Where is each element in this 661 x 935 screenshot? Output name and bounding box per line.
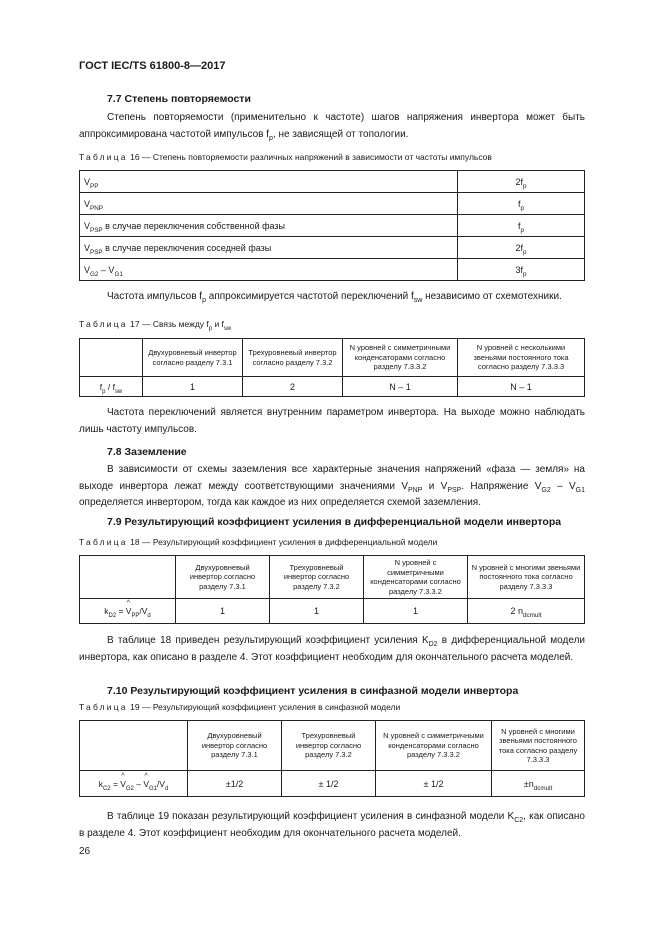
text-run: и V xyxy=(422,480,448,492)
subscript: G2 xyxy=(541,486,551,494)
subscript: G1 xyxy=(114,270,123,278)
table-row xyxy=(80,193,585,215)
table-18 xyxy=(79,555,585,624)
table-corner-cell xyxy=(80,556,176,599)
subscript: PSP xyxy=(90,248,103,256)
text-run: в дифференциальной модели инвертора, как описано в разделе 4. Этот коэффициент необходим для окончательного расчета моделей. xyxy=(79,635,585,663)
text-run: = xyxy=(110,778,121,789)
table-cell: ± 1/2 xyxy=(282,771,376,797)
table-row-label xyxy=(80,599,176,624)
subscript: p xyxy=(520,204,525,212)
subscript: G1 xyxy=(575,486,585,494)
table-row xyxy=(80,215,585,237)
text-run: в случае переключения собственной фазы xyxy=(102,220,286,231)
text-run: , как описано в разделе 4. Этот коэффициент необходим для окончательного расчета моделей. xyxy=(79,811,585,839)
table-cell: 2 xyxy=(243,377,343,397)
table-header-cell: N уровней с симметричными конденсаторами согласно разделу 7.3.3.2 xyxy=(364,556,468,599)
text-run: /V xyxy=(139,606,148,616)
caption-number: 19 xyxy=(130,702,140,712)
table-row xyxy=(80,259,585,281)
text-run: / f xyxy=(105,381,115,392)
text-run: 2f xyxy=(515,176,523,187)
table-header-row xyxy=(80,339,585,377)
table-header-cell: Двухуровневый инвертор согласно разделу 7.3.1 xyxy=(176,556,270,599)
caption-word: Таблица xyxy=(79,537,128,547)
subscript: C2 xyxy=(102,785,111,792)
text-run: В таблице 18 приведен результирующий коэффициент усиления K xyxy=(107,635,429,646)
subscript: p xyxy=(269,134,273,142)
table-17-caption xyxy=(79,319,232,332)
table-cell: 1 xyxy=(176,599,270,624)
table-row xyxy=(80,237,585,259)
table-row-label xyxy=(80,377,143,397)
table-row xyxy=(80,377,585,397)
table-header-cell: N уровней с многими звеньями постоянного тока согласно разделу 7.3.3.3 xyxy=(468,556,585,599)
table-header-cell: Двухуровневый инвертор согласно разделу 7.3.1 xyxy=(188,721,282,771)
caption-title: — Связь между f xyxy=(141,319,209,329)
switching-frequency-paragraph: Частота переключений является внутренним параметром инвертора. На выходе можно наблюдать лишь частоту импульсов. xyxy=(79,407,585,435)
subscript: PNP xyxy=(90,204,103,212)
subscript: G2 xyxy=(125,785,134,792)
text-run: . Напряжение V xyxy=(461,480,542,492)
table-header-cell: Трехуровневый инвертор согласно разделу 7.3.2 xyxy=(270,556,364,599)
table-header-cell: N уровней с многими звеньями постоянного тока согласно разделу 7.3.3.3 xyxy=(492,721,585,771)
section-7-9-heading: 7.9 Результирующий коэффициент усиления в дифференциальной модели инвертора xyxy=(107,516,562,528)
table-row xyxy=(80,599,585,624)
text-run: f xyxy=(99,381,103,392)
caption-title: — Результирующий коэффициент усиления в синфазной модели xyxy=(141,702,401,712)
table-18-caption xyxy=(79,537,437,547)
text-run: f xyxy=(517,198,521,209)
text-run: , не зависящей от топологии. xyxy=(272,128,409,140)
table-17 xyxy=(79,338,585,397)
table-cell: 1 xyxy=(364,599,468,624)
table-cell xyxy=(458,215,585,237)
text-run: V xyxy=(84,220,91,231)
table-16 xyxy=(79,170,585,281)
text-run: 2f xyxy=(515,242,523,253)
caption-word: Таблица xyxy=(79,319,128,329)
subscript: p xyxy=(523,270,527,278)
text-run: V ^ xyxy=(120,772,126,789)
table-header-cell: N уровней с симметричными конденсаторами согласно разделу 7.3.3.2 xyxy=(343,339,458,377)
table-cell: 1 xyxy=(270,599,364,624)
subscript: dcmult xyxy=(533,784,553,792)
subscript: dcmult xyxy=(522,612,542,619)
text-run: В зависимости от схемы заземления все характерные значения напряжений «фаза — земля» на выходе инвертора лежат между соответствующими значениями V xyxy=(79,464,585,492)
text-run: V ^ xyxy=(143,772,149,789)
text-run: V xyxy=(84,176,91,187)
table-cell xyxy=(458,237,585,259)
table-header-cell: Двухуровневый инвертор согласно разделу 7.3.1 xyxy=(143,339,243,377)
pulse-frequency-paragraph xyxy=(79,289,585,306)
caption-title: — Степень повторяемости различных напряжений в зависимости от частоты импульсов xyxy=(141,152,492,162)
caption-number: 18 xyxy=(130,537,140,547)
text-run: аппроксимируется частотой переключений f xyxy=(206,291,414,302)
table-cell: N – 1 xyxy=(343,377,458,397)
text-run: = xyxy=(116,606,126,616)
hat-accent: ^ xyxy=(121,772,125,780)
text-run: Частота импульсов f xyxy=(107,291,203,302)
text-run: V xyxy=(84,198,91,209)
table-cell xyxy=(468,599,585,624)
subscript: p xyxy=(208,326,213,332)
table-corner-cell xyxy=(80,721,188,771)
text-run: независимо от схемотехники. xyxy=(422,291,562,302)
table-19-caption xyxy=(79,702,400,712)
table-cell xyxy=(458,171,585,193)
table-header-cell: N уровней с симметричными конденсаторами согласно разделу 7.3.3.2 xyxy=(376,721,492,771)
section-7-7-heading: 7.7 Степень повторяемости xyxy=(107,93,251,105)
text-run: – xyxy=(133,778,144,789)
table-cell: 1 xyxy=(143,377,243,397)
subscript: p xyxy=(202,297,206,304)
table-18-description xyxy=(79,633,585,666)
table-row xyxy=(80,171,585,193)
hat-accent: ^ xyxy=(144,772,148,780)
table-16-caption xyxy=(79,152,492,162)
subscript: d xyxy=(147,613,151,619)
caption-word: Таблица xyxy=(79,152,128,162)
hat-accent: ^ xyxy=(126,600,131,607)
text-run: V xyxy=(84,242,91,253)
table-header-row xyxy=(80,556,585,599)
subscript: G1 xyxy=(148,785,157,792)
caption-number: 16 xyxy=(130,152,140,162)
caption-word: Таблица xyxy=(79,702,128,712)
page-number: 26 xyxy=(79,846,91,857)
text-run: – V xyxy=(550,480,576,492)
text-run: – V xyxy=(98,264,115,275)
section-7-8-paragraph xyxy=(79,462,585,512)
table-header-cell: N уровней с несколькими звеньями постоянного тока согласно разделу 7.3.3.3 xyxy=(458,339,585,377)
table-19-description xyxy=(79,809,585,842)
text-run: V ^ xyxy=(125,600,132,616)
table-row-label xyxy=(80,771,188,797)
subscript: sw xyxy=(413,297,423,304)
subscript: D2 xyxy=(108,613,117,619)
text-run: k xyxy=(98,778,103,789)
table-row-label xyxy=(80,193,458,215)
text-run: 2 n xyxy=(510,606,523,616)
subscript: sw xyxy=(223,326,232,332)
text-run: Степень повторяемости (применительно к частоте) шагов напряжения инвертора может быть аппроксимирована частотой импульсов f xyxy=(79,112,585,140)
table-corner-cell xyxy=(80,339,143,377)
section-7-7-paragraph xyxy=(79,110,585,143)
text-run: f xyxy=(517,220,521,231)
table-row-label xyxy=(80,237,458,259)
subscript: PSP xyxy=(447,486,462,494)
subscript: D2 xyxy=(428,641,438,648)
subscript: p xyxy=(523,182,527,190)
document-header: ГОСТ IEC/TS 61800-8—2017 xyxy=(79,60,226,72)
table-cell: ± 1/2 xyxy=(376,771,492,797)
table-cell xyxy=(492,771,585,797)
text-run: ±n xyxy=(523,778,534,789)
text-run: определяется инвертором, тогда как каждое из них определяется схемой заземления. xyxy=(79,497,481,508)
table-row-label xyxy=(80,171,458,193)
subscript: PSP xyxy=(90,226,103,234)
caption-title: и f xyxy=(212,319,224,329)
table-cell xyxy=(458,193,585,215)
subscript: PP xyxy=(131,613,140,619)
table-19 xyxy=(79,720,585,797)
subscript: p xyxy=(102,388,106,395)
subscript: p xyxy=(520,226,525,234)
text-run: 3f xyxy=(515,264,523,275)
table-header-row xyxy=(80,721,585,771)
subscript: C2 xyxy=(514,817,524,824)
subscript: sw xyxy=(114,388,123,395)
section-7-10-heading: 7.10 Результирующий коэффициент усиления в синфазной модели инвертора xyxy=(107,685,519,697)
text-run: k xyxy=(104,606,109,616)
table-row-label xyxy=(80,215,458,237)
table-cell xyxy=(458,259,585,281)
text-run: V xyxy=(84,264,91,275)
text-run: /V xyxy=(156,778,165,789)
caption-number: 17 xyxy=(130,319,140,329)
subscript: PP xyxy=(90,182,99,190)
subscript: PNP xyxy=(408,486,423,494)
table-cell: ±1/2 xyxy=(188,771,282,797)
caption-title: — Результирующий коэффициент усиления в дифференциальной модели xyxy=(141,537,438,547)
subscript: d xyxy=(164,785,169,792)
table-row xyxy=(80,771,585,797)
table-cell: N – 1 xyxy=(458,377,585,397)
subscript: G2 xyxy=(90,270,99,278)
table-row-label xyxy=(80,259,458,281)
text-run: В таблице 19 показан результирующий коэффициент усиления в синфазной модели K xyxy=(107,811,515,822)
table-header-cell: Трехуровневый инвертор согласно разделу 7.3.2 xyxy=(243,339,343,377)
text-run: в случае переключения соседней фазы xyxy=(102,242,272,253)
subscript: p xyxy=(523,248,527,256)
table-header-cell: Трехуровневый инвертор согласно разделу 7.3.2 xyxy=(282,721,376,771)
section-7-8-heading: 7.8 Заземление xyxy=(107,446,187,458)
